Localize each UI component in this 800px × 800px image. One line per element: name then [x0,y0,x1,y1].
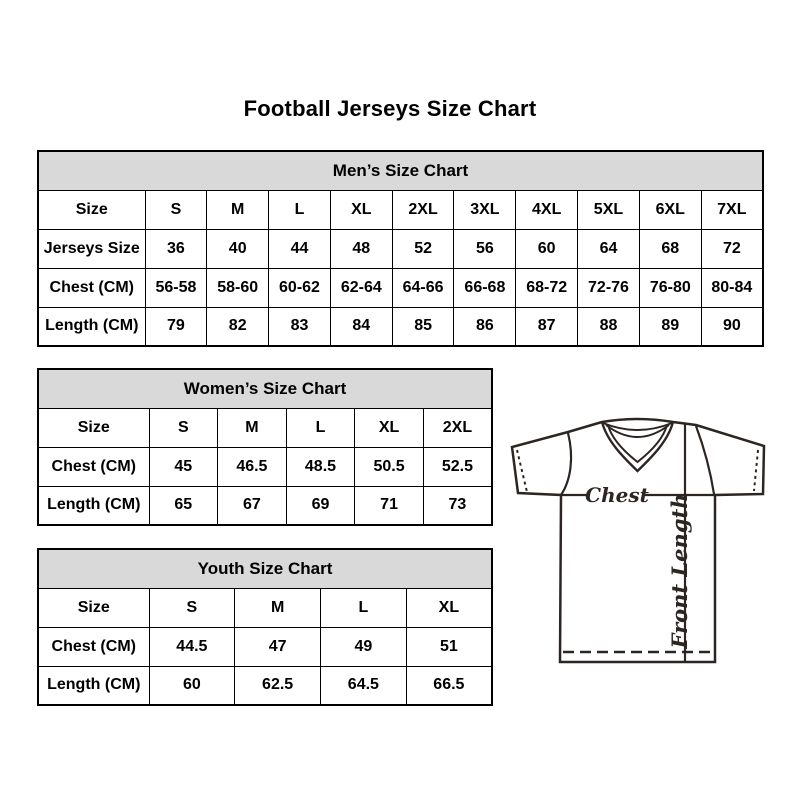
size-cell: XL [330,190,392,229]
size-cell: 46.5 [218,447,287,486]
table-row [38,486,492,525]
size-cell: 79 [145,307,207,346]
size-cell: 56 [454,229,516,268]
table-row [38,588,492,627]
size-cell: 36 [145,229,207,268]
size-cell: 90 [701,307,763,346]
size-cell: XL [355,408,424,447]
size-cell: 67 [218,486,287,525]
size-cell: 3XL [454,190,516,229]
size-cell: 62-64 [330,268,392,307]
size-cell: 56-58 [145,268,207,307]
size-cell: 86 [454,307,516,346]
size-cell: L [269,190,331,229]
row-label: Chest (CM) [38,447,149,486]
page-title: Football Jerseys Size Chart [243,96,537,121]
size-cell: M [235,588,321,627]
size-cell: 72-76 [578,268,640,307]
table-row [38,408,492,447]
size-cell: 85 [392,307,454,346]
table-title: Men’s Size Chart [38,151,763,190]
youth-size-table [37,548,493,706]
table-title: Women’s Size Chart [38,369,492,408]
front-length-label: Front Length [667,493,692,649]
mens-size-table [37,150,764,347]
size-cell: 72 [701,229,763,268]
size-cell: M [218,408,287,447]
size-cell: 2XL [423,408,492,447]
table-title-row [38,369,492,408]
row-label: Size [38,408,149,447]
size-cell: S [145,190,207,229]
size-cell: 68 [639,229,701,268]
size-cell: 60-62 [269,268,331,307]
size-cell: 45 [149,447,218,486]
size-cell: 6XL [639,190,701,229]
size-cell: 73 [423,486,492,525]
size-cell: 88 [578,307,640,346]
size-cell: 47 [235,627,321,666]
size-cell: 40 [207,229,269,268]
size-cell: 52 [392,229,454,268]
table-row [38,666,492,705]
size-cell: 64-66 [392,268,454,307]
size-cell: 49 [321,627,407,666]
size-cell: 62.5 [235,666,321,705]
size-cell: 87 [516,307,578,346]
size-cell: 7XL [701,190,763,229]
size-cell: 76-80 [639,268,701,307]
size-cell: 84 [330,307,392,346]
size-cell: 83 [269,307,331,346]
size-cell: 58-60 [207,268,269,307]
size-cell: 66-68 [454,268,516,307]
size-cell: XL [406,588,492,627]
row-label: Length (CM) [38,666,149,705]
size-cell: 69 [286,486,355,525]
row-label: Size [38,190,145,229]
size-cell: 2XL [392,190,454,229]
size-cell: 60 [149,666,235,705]
size-cell: 89 [639,307,701,346]
size-cell: S [149,408,218,447]
size-cell: 60 [516,229,578,268]
table-row [38,268,763,307]
table-title-row [38,549,492,588]
row-label: Chest (CM) [38,268,145,307]
size-cell: 44.5 [149,627,235,666]
size-cell: 50.5 [355,447,424,486]
row-label: Size [38,588,149,627]
jersey-measurement-diagram [495,395,795,695]
size-cell: 68-72 [516,268,578,307]
size-cell: L [286,408,355,447]
size-cell: 52.5 [423,447,492,486]
size-cell: 5XL [578,190,640,229]
table-row [38,447,492,486]
chest-label: Chest [585,483,649,507]
size-cell: 65 [149,486,218,525]
size-cell: L [321,588,407,627]
row-label: Jerseys Size [38,229,145,268]
row-label: Length (CM) [38,307,145,346]
armhole-right-seam [696,426,714,494]
size-cell: 82 [207,307,269,346]
size-cell: 64.5 [321,666,407,705]
row-label: Length (CM) [38,486,149,525]
size-cell: 48 [330,229,392,268]
jersey-outline-svg [495,395,795,695]
table-row [38,190,763,229]
table-title: Youth Size Chart [38,549,492,588]
jersey-body-outline [512,419,764,662]
size-cell: 51 [406,627,492,666]
table-title-row [38,151,763,190]
size-cell: 44 [269,229,331,268]
row-label: Chest (CM) [38,627,149,666]
size-cell: 80-84 [701,268,763,307]
size-cell: 71 [355,486,424,525]
size-cell: 66.5 [406,666,492,705]
cuff-dash-right [754,450,758,491]
size-cell: S [149,588,235,627]
size-cell: M [207,190,269,229]
size-cell: 48.5 [286,447,355,486]
table-row [38,229,763,268]
armhole-left-seam [561,433,571,495]
table-row [38,627,492,666]
cuff-dash-left [517,450,527,492]
size-cell: 4XL [516,190,578,229]
size-cell: 64 [578,229,640,268]
womens-size-table [37,368,493,526]
table-row [38,307,763,346]
